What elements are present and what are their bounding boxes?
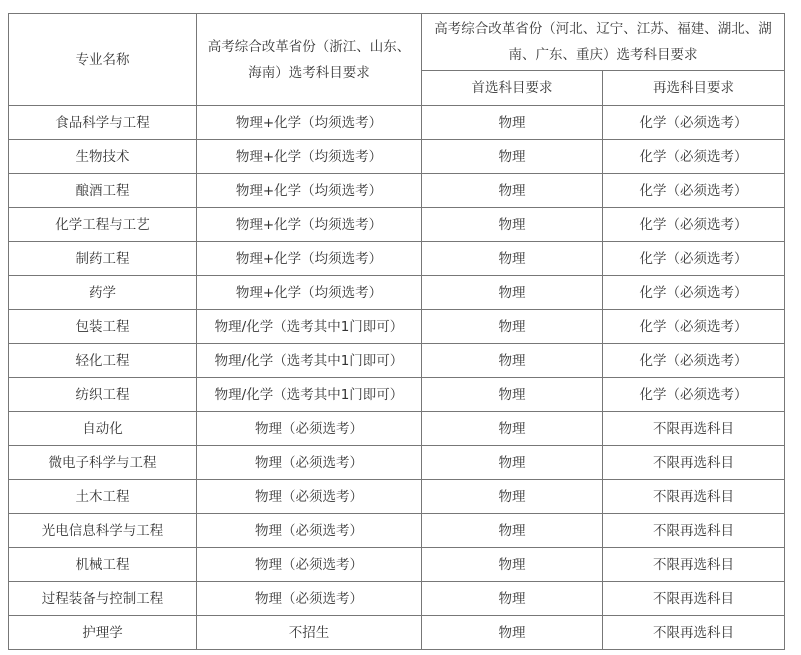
- cell-zhejiang-requirement: 物理（必须选考）: [197, 412, 422, 446]
- cell-major: 制药工程: [9, 242, 197, 276]
- cell-major: 生物技术: [9, 140, 197, 174]
- cell-first-choice: 物理: [422, 514, 603, 548]
- cell-major: 过程装备与控制工程: [9, 582, 197, 616]
- cell-zhejiang-requirement: 物理/化学（选考其中1门即可）: [197, 344, 422, 378]
- cell-zhejiang-requirement: 物理（必须选考）: [197, 548, 422, 582]
- table-row: [9, 242, 785, 276]
- header-zhejiang-group: 高考综合改革省份（浙江、山东、海南）选考科目要求: [197, 14, 422, 106]
- cell-major: 机械工程: [9, 548, 197, 582]
- table-row: [9, 310, 785, 344]
- header-hebei-group: 高考综合改革省份（河北、辽宁、江苏、福建、湖北、湖南、广东、重庆）选考科目要求: [422, 14, 785, 71]
- cell-first-choice: 物理: [422, 106, 603, 140]
- table-row: [9, 208, 785, 242]
- cell-zhejiang-requirement: 物理/化学（选考其中1门即可）: [197, 310, 422, 344]
- table-row: [9, 582, 785, 616]
- header-major: 专业名称: [9, 14, 197, 106]
- header-re-choice: 再选科目要求: [603, 71, 785, 106]
- cell-zhejiang-requirement: 物理（必须选考）: [197, 480, 422, 514]
- table-row: [9, 514, 785, 548]
- cell-zhejiang-requirement: 物理+化学（均须选考）: [197, 242, 422, 276]
- cell-zhejiang-requirement: 物理（必须选考）: [197, 446, 422, 480]
- cell-major: 药学: [9, 276, 197, 310]
- cell-zhejiang-requirement: 物理+化学（均须选考）: [197, 208, 422, 242]
- table-row: [9, 412, 785, 446]
- subject-requirements-table: [8, 13, 785, 650]
- table-row: [9, 548, 785, 582]
- cell-first-choice: 物理: [422, 174, 603, 208]
- cell-zhejiang-requirement: 物理+化学（均须选考）: [197, 140, 422, 174]
- cell-zhejiang-requirement: 物理+化学（均须选考）: [197, 276, 422, 310]
- cell-re-choice: 不限再选科目: [603, 582, 785, 616]
- table-row: [9, 446, 785, 480]
- cell-re-choice: 化学（必须选考）: [603, 378, 785, 412]
- cell-first-choice: 物理: [422, 140, 603, 174]
- cell-re-choice: 化学（必须选考）: [603, 276, 785, 310]
- cell-zhejiang-requirement: 物理/化学（选考其中1门即可）: [197, 378, 422, 412]
- cell-first-choice: 物理: [422, 208, 603, 242]
- cell-major: 化学工程与工艺: [9, 208, 197, 242]
- cell-re-choice: 化学（必须选考）: [603, 208, 785, 242]
- cell-re-choice: 不限再选科目: [603, 616, 785, 650]
- table-row: [9, 480, 785, 514]
- cell-re-choice: 不限再选科目: [603, 412, 785, 446]
- cell-re-choice: 不限再选科目: [603, 480, 785, 514]
- cell-re-choice: 不限再选科目: [603, 446, 785, 480]
- table-row: [9, 140, 785, 174]
- cell-first-choice: 物理: [422, 480, 603, 514]
- cell-first-choice: 物理: [422, 378, 603, 412]
- cell-major: 包装工程: [9, 310, 197, 344]
- cell-first-choice: 物理: [422, 412, 603, 446]
- cell-first-choice: 物理: [422, 446, 603, 480]
- table-row: [9, 344, 785, 378]
- cell-zhejiang-requirement: 不招生: [197, 616, 422, 650]
- cell-major: 食品科学与工程: [9, 106, 197, 140]
- cell-first-choice: 物理: [422, 344, 603, 378]
- table-row: [9, 276, 785, 310]
- table-row: [9, 106, 785, 140]
- header-row-1: [9, 14, 785, 71]
- cell-major: 自动化: [9, 412, 197, 446]
- cell-first-choice: 物理: [422, 310, 603, 344]
- cell-re-choice: 化学（必须选考）: [603, 242, 785, 276]
- cell-zhejiang-requirement: 物理+化学（均须选考）: [197, 174, 422, 208]
- cell-first-choice: 物理: [422, 616, 603, 650]
- cell-first-choice: 物理: [422, 276, 603, 310]
- cell-re-choice: 化学（必须选考）: [603, 106, 785, 140]
- cell-major: 酿酒工程: [9, 174, 197, 208]
- cell-re-choice: 化学（必须选考）: [603, 140, 785, 174]
- cell-first-choice: 物理: [422, 548, 603, 582]
- cell-major: 轻化工程: [9, 344, 197, 378]
- table-row: [9, 616, 785, 650]
- cell-major: 土木工程: [9, 480, 197, 514]
- cell-re-choice: 化学（必须选考）: [603, 310, 785, 344]
- cell-major: 微电子科学与工程: [9, 446, 197, 480]
- table-row: [9, 174, 785, 208]
- cell-major: 光电信息科学与工程: [9, 514, 197, 548]
- table-row: [9, 378, 785, 412]
- cell-major: 护理学: [9, 616, 197, 650]
- header-first-choice: 首选科目要求: [422, 71, 603, 106]
- cell-first-choice: 物理: [422, 582, 603, 616]
- cell-zhejiang-requirement: 物理（必须选考）: [197, 582, 422, 616]
- cell-zhejiang-requirement: 物理+化学（均须选考）: [197, 106, 422, 140]
- cell-major: 纺织工程: [9, 378, 197, 412]
- cell-first-choice: 物理: [422, 242, 603, 276]
- cell-re-choice: 化学（必须选考）: [603, 174, 785, 208]
- cell-re-choice: 不限再选科目: [603, 548, 785, 582]
- cell-zhejiang-requirement: 物理（必须选考）: [197, 514, 422, 548]
- cell-re-choice: 不限再选科目: [603, 514, 785, 548]
- cell-re-choice: 化学（必须选考）: [603, 344, 785, 378]
